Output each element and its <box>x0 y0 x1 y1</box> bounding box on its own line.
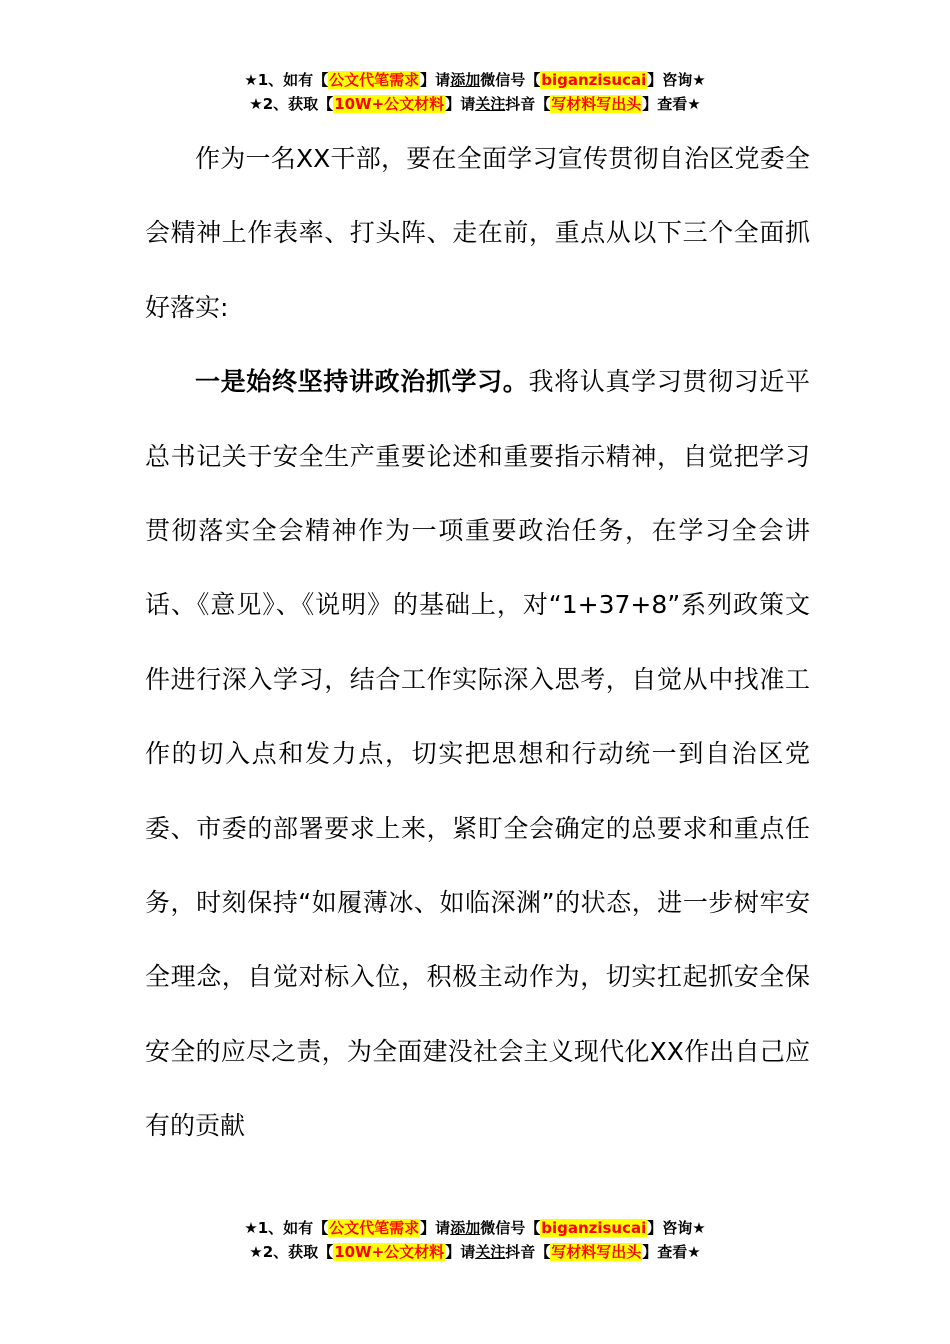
banner-text: 】查看★ <box>642 1243 701 1261</box>
banner-text: 】咨询★ <box>647 71 706 89</box>
banner-text: 】请 <box>445 95 476 113</box>
paragraph-lead-heading: 一是始终坚持讲政治抓学习。 <box>195 367 529 397</box>
banner-text: 】咨询★ <box>647 1219 706 1237</box>
paragraph-point-one-text: 我将认真学习贯彻习近平总书记关于安全生产重要论述和重要指示精神，自觉把学习贯彻落实全会精神作为一项重要政治任务，在学习全会讲话、《意见》、《说明》的基础上，对“1+37+8”系列政策文件进行深入学习，结合工作实际深入思考，自觉从中找准工作的切入点和发力点，切实把思想和行动统一到自治区党委、市委的部署要求上来，紧盯全会确定的总要求和重点任务，时刻保持“如履薄冰、如临深渊”的状态，进一步树牢安全理念，自觉对标入位，积极主动作为，切实扛起抓安全保安全的应尽之责，为全面建没社会主义现代化XX作出自己应有的贡献 <box>145 367 810 1141</box>
banner-highlight-service: 公文代笔需求 <box>329 71 420 89</box>
banner-text: 】请 <box>445 1243 476 1261</box>
paragraph-intro: 作为一名XX干部，要在全面学习宣传贯彻自治区党委全会精神上作表率、打头阵、走在前，重点从以下三个全面抓好落实: <box>145 144 810 322</box>
banner-underlined-word: 添加 <box>450 1219 481 1237</box>
banner-text: 抖音【 <box>505 1243 551 1261</box>
banner-highlight-wechat-id: biganzisucai <box>541 71 647 89</box>
banner-text: 】请 <box>420 1219 451 1237</box>
banner-text: ★1、如有【 <box>244 71 329 89</box>
banner-text: 】请 <box>420 71 451 89</box>
banner-text: 抖音【 <box>505 95 551 113</box>
banner-text: ★1、如有【 <box>244 1219 329 1237</box>
footer-banner <box>0 1216 950 1264</box>
paragraph-point-one <box>145 345 810 1163</box>
banner-line-2 <box>0 92 950 116</box>
banner-text: ★2、获取【 <box>249 1243 334 1261</box>
banner-highlight-wechat-id: biganzisucai <box>541 1219 647 1237</box>
banner-text: 】查看★ <box>642 95 701 113</box>
banner-line-2 <box>0 1240 950 1264</box>
banner-highlight-douyin: 写材料写出头 <box>551 95 642 113</box>
banner-underlined-word: 添加 <box>450 71 481 89</box>
banner-highlight-materials: 10W+公文材料 <box>334 1243 445 1261</box>
banner-highlight-service: 公文代笔需求 <box>329 1219 420 1237</box>
banner-highlight-materials: 10W+公文材料 <box>334 95 445 113</box>
header-banner <box>0 68 950 116</box>
banner-underlined-word: 关注 <box>475 95 506 113</box>
banner-line-1 <box>0 68 950 92</box>
banner-text: 微信号【 <box>480 71 541 89</box>
banner-text: ★2、获取【 <box>249 95 334 113</box>
document-body <box>145 122 810 1164</box>
banner-highlight-douyin: 写材料写出头 <box>551 1243 642 1261</box>
banner-underlined-word: 关注 <box>475 1243 506 1261</box>
banner-text: 微信号【 <box>480 1219 541 1237</box>
banner-line-1 <box>0 1216 950 1240</box>
